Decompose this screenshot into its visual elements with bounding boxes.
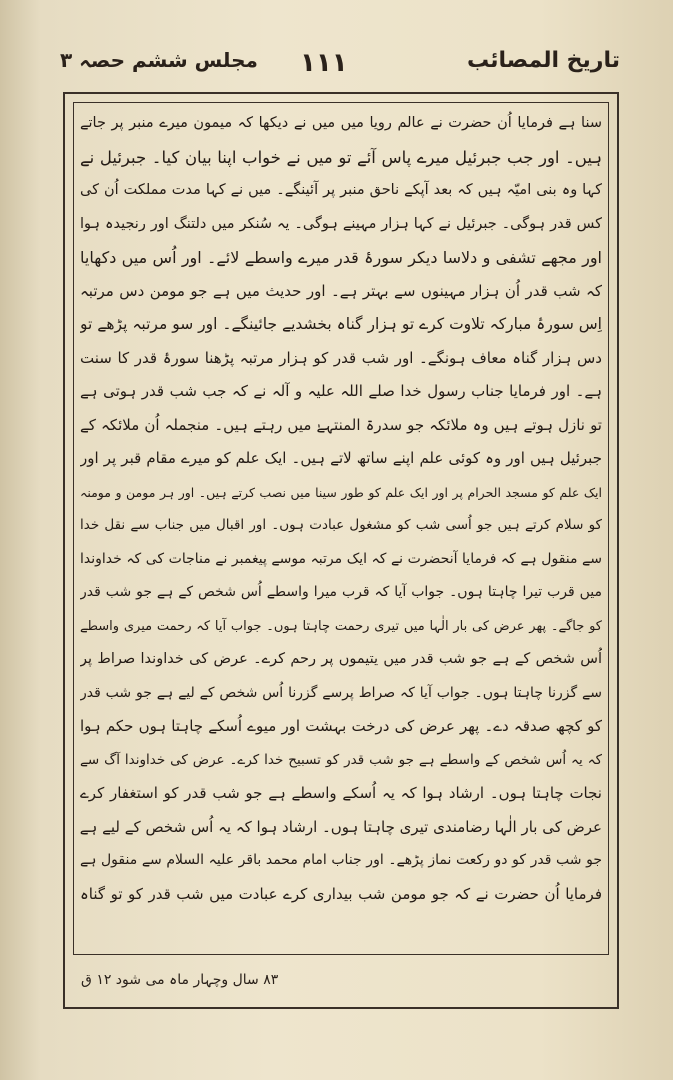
text-line: ہیں۔ اور جب جبرئیل میرے پاس آئے تو میں نے خواب اپنا بیان کیا۔ جبرئیل نے [80,147,602,167]
body-text [80,107,602,950]
text-line: نجات چاہتا ہوں۔ ارشاد ہوا کہ یہ اُسکے واسطے ہے جو شب قدر کو استغفار کرے [80,784,602,802]
text-line: سنا ہے فرمایا اُن حضرت نے عالم رویا میں میں نے دیکھا کہ میمون میرے منبر پر جاتے [80,115,602,131]
text-line: کو کچھ صدقہ دے۔ پھر عرض کی درخت بہشت اور میوے اُسکے چاہتا ہوں حکم ہوا [80,717,602,735]
text-line: عرض کی بار الٰہا رضامندی تیری چاہتا ہوں۔ ارشاد ہوا کہ یہ اُس شخص کے لیے ہے [80,817,602,836]
text-line: ہے۔ اور فرمایا جناب رسول خدا صلے اللہ علیہ و آلہ نے کہ جب شب قدر ہوتی ہے [80,382,602,400]
text-line: اُس شخص کے ہے جو شب قدر میں یتیموں پر رحم کرے۔ عرض کی خداوندا صراط پر [80,651,602,667]
page-number: ۱۱۱ [300,48,348,78]
section-title: مجلس ششم حصہ ۳ [60,48,258,72]
text-frame [63,92,619,1009]
text-line: کہ شب قدر اُن ہزار مہینوں سے بہتر ہے۔ اور حدیث میں ہے جو مومن دس مرتبہ [80,281,602,300]
text-line: سے گزرنا چاہتا ہوں۔ جواب آیا کہ صراط پرسے گزرنا اُس شخص کے لیے ہے جو شب قدر [80,684,602,701]
text-line: کس قدر ہوگی۔ جبرئیل نے کہا ہزار مہینے ہوگی۔ یہ سُنکر میں دلتنگ اور رنجیدہ ہوا [80,215,602,232]
text-line: فرمایا اُن حضرت نے کہ جو مومن شب بیداری کرے عبادت میں شب قدر کو تو گناہ [80,884,602,903]
book-title: تاریخ المصائب [466,48,620,73]
text-line: دس ہزار گناہ معاف ہونگے۔ اور شب قدر کو ہزار مرتبہ پڑھنا سورۂ قدر کا سنت [80,348,602,367]
text-line: جو شب قدر کو دو رکعت نماز پڑھے۔ اور جناب امام محمد باقر علیہ السلام سے منقول ہے [80,852,602,868]
text-line: اور مجھے تشفی و دلاسا دیکر سورۂ قدر میرے واسطے لائے۔ اور اُس میں دکھایا [80,248,602,267]
text-line: تو نازل ہوتے ہیں وہ ملائکہ جو سدرۃ المنتہےٰ میں رہتے ہیں۔ منجملہ اُن ملائکہ کے [80,415,602,434]
text-line: کو جاگے۔ پھر عرض کی بار الٰہا میں تیری رحمت چاہتا ہوں۔ جواب آیا کہ رحمت میری واسطے [80,618,602,634]
text-line: اِس سورۂ مبارکہ تلاوت کرے تو ہزار گناہ بخشدیے جائینگے۔ اور سو مرتبہ پڑھے تو [80,315,602,333]
page-header [60,44,620,92]
text-line: کہ یہ اُس شخص کے واسطے ہے جو شب قدر کو تسبیح خدا کرے۔ عرض کی خداوندا آگ سے [80,751,602,768]
text-line: میں قرب تیرا چاہتا ہوں۔ جواب آیا کہ قرب میرا واسطے اُس شخص کے ہے جو شب قدر [80,584,602,600]
text-frame-inner [73,102,609,955]
text-line: کہا وہ بنی امیّہ ہیں کہ بعد آپکے ناحق منبر پر آئینگے۔ میں نے کہا مدت مملکت اُن کی [80,182,602,198]
text-line: کو سلام کرتے ہیں جو اُسی شب کو مشغول عبادت ہوں۔ اور اقبال میں جناب سے نقل خدا [80,517,602,533]
footer-text: ۸۳ سال وچہار ماہ می شود ۱۲ ق [81,972,279,988]
text-line: سے منقول ہے کہ فرمایا آنحضرت نے کہ ایک مرتبہ موسے پیغمبر نے مناجات کی کہ خداوندا [80,550,602,567]
text-line: جبرئیل ہیں اور وہ کوئی علم اپنے ساتھ لاتے ہیں۔ ایک علم کو میرے مقام قبر پر اور [80,449,602,467]
text-line: ایک علم کو مسجد الحرام پر اور ایک علم کو طور سینا میں نصب کرتے ہیں۔ اور ہر مومن و مومنہ [80,484,602,500]
footer-note [77,965,607,995]
